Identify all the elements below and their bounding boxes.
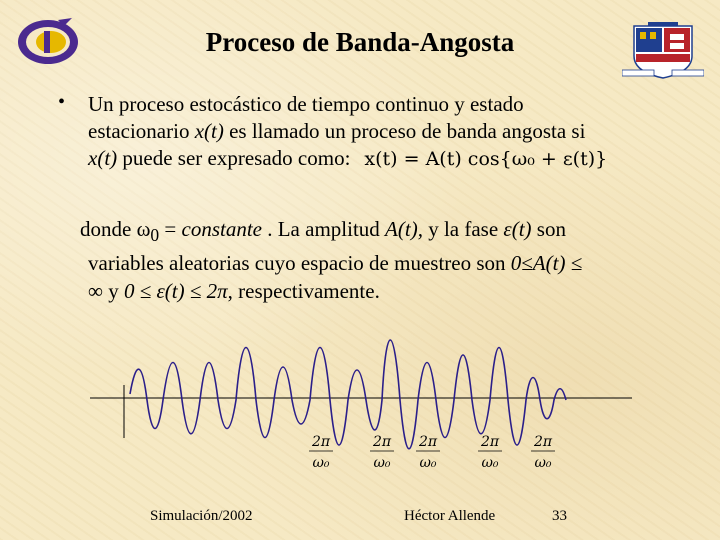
footer-course: Simulación/2002	[150, 508, 253, 524]
svg-text:ω₀: ω₀	[312, 455, 330, 471]
para1-line2: estacionario x(t) es llamado un proceso de banda angosta si	[88, 119, 586, 143]
period-label-4	[478, 434, 502, 471]
svg-text:ω₀: ω₀	[534, 455, 552, 471]
narrowband-formula: x(t) = A(t) cos{ω₀ + ε(t)}	[364, 148, 608, 170]
definition-paragraph	[88, 91, 688, 173]
period-label-1	[309, 434, 333, 471]
bullet-marker: •	[58, 91, 66, 113]
page-number: 33	[552, 508, 567, 524]
waveform-curve	[130, 340, 566, 449]
svg-text:ω₀: ω₀	[481, 455, 499, 471]
period-label-2	[370, 434, 394, 471]
slide-title: Proceso de Banda-Angosta	[205, 27, 515, 57]
footer-author: Héctor Allende	[404, 508, 496, 524]
period-label-5	[531, 434, 555, 471]
svg-text:ω₀: ω₀	[373, 455, 391, 471]
para1-line3: x(t) puede ser expresado como: x(t) = A(t) cos{ω₀ + ε(t)}	[88, 146, 608, 170]
svg-text:2π: 2π	[372, 434, 392, 450]
para2-line2: variables aleatorias cuyo espacio de muestreo son 0≤A(t) ≤	[88, 251, 583, 276]
para2-line3: ∞ y 0 ≤ ε(t) ≤ 2π, respectivamente.	[88, 279, 380, 304]
svg-text:2π: 2π	[311, 434, 331, 450]
period-label-3	[416, 434, 440, 471]
svg-text:2π: 2π	[418, 434, 438, 450]
svg-text:2π: 2π	[480, 434, 500, 450]
svg-text:2π: 2π	[533, 434, 553, 450]
conditions-paragraph	[80, 215, 690, 305]
narrowband-waveform	[0, 320, 720, 480]
period-labels	[309, 434, 555, 471]
para2-line1: donde $\omega_0$ = constante . La amplitud A(t), y la fase ε(t) son	[80, 217, 566, 246]
para1-line1: Un proceso estocástico de tiempo continuo y estado	[88, 92, 524, 116]
svg-text:ω₀: ω₀	[419, 455, 437, 471]
